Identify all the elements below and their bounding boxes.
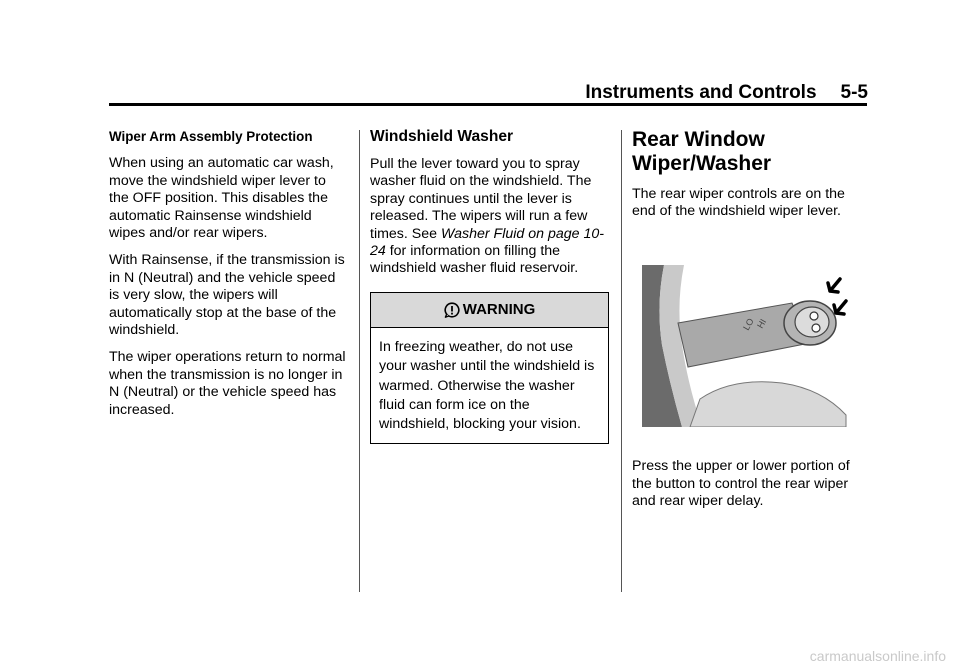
column-1	[109, 128, 349, 429]
column-divider	[359, 130, 360, 592]
svg-text:LO: LO	[741, 316, 756, 332]
svg-text:HI: HI	[755, 317, 769, 330]
warning-text: In freezing weather, do not use your washer until the windshield is warmed. Otherwise the washer fluid can form ice on the windshield, blocking your vision.	[379, 338, 595, 433]
heading-windshield-washer: Windshield Washer	[370, 128, 514, 145]
column-2	[370, 128, 610, 444]
heading-rear-wiper-washer: Rear Window Wiper/Washer	[632, 128, 772, 175]
paragraph: The wiper operations return to normal when the transmission is no longer in N (Neutral) or the vehicle speed has increased.	[109, 349, 346, 418]
cross-reference-link[interactable]: Washer Fluid on page 10-24	[370, 225, 604, 260]
paragraph: When using an automatic car wash, move the windshield wiper lever to the OFF position. This disables the automatic Rainsense windshield wipes and/or rear wipers.	[109, 155, 334, 242]
paragraph: Press the upper or lower portion of the button to control the rear wiper and rear wiper delay.	[632, 458, 850, 510]
page-header	[585, 82, 868, 104]
chapter-title: Instruments and Controls	[585, 82, 817, 103]
column-divider	[621, 130, 622, 592]
warning-icon	[444, 302, 460, 318]
header-rule	[109, 103, 867, 106]
page-number: 5-5	[840, 82, 868, 103]
warning-title: WARNING	[462, 301, 536, 319]
column-3	[632, 128, 872, 520]
paragraph: The rear wiper controls are on the end of the windshield wiper lever.	[632, 186, 845, 220]
warning-box	[370, 292, 609, 444]
subhead-wiper-arm: Wiper Arm Assembly Protection	[109, 129, 313, 144]
paragraph: With Rainsense, if the transmission is in N (Neutral) and the vehicle speed is very slow, the wipers will automatically stop at the base of the windshield.	[109, 252, 345, 339]
wiper-lever-illustration	[642, 265, 850, 427]
paragraph: Pull the lever toward you to spray washer fluid on the windshield. The spray continues until the lever is released. The wipers will run a few times. See Washer Fluid on page 10-24 for information on filling the windshield washer fluid reservoir.	[370, 156, 604, 277]
watermark-text: carmanualsonline.info	[809, 648, 946, 664]
warning-header	[371, 293, 608, 328]
